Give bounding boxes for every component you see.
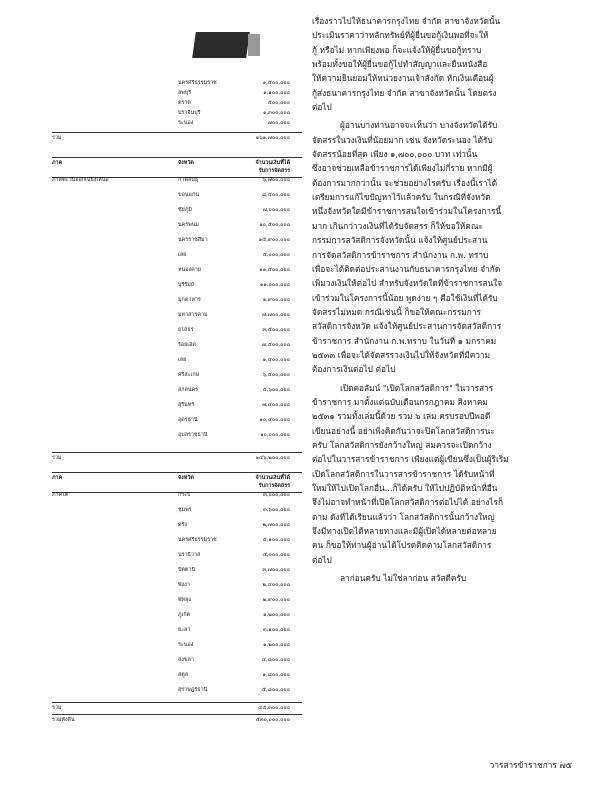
amount-header-cell: รับการจัดสรร — [258, 483, 290, 489]
province-cell: สกลนคร — [178, 387, 199, 393]
amount-cell: ๑,๑๐๐,๐๐๐ — [263, 90, 290, 96]
amount-cell: ๕๐๐,๐๐๐ — [267, 100, 290, 106]
region-cell: รวม — [52, 705, 62, 711]
text-line: ใหม่ให้ไปเปิดโลกอื่น...ก็ได้ครับ ให้ไปปฏิบัติหน้าที่อื่น — [312, 483, 498, 493]
table-rule — [52, 452, 302, 453]
amount-cell: ๖,๗๐๐,๐๐๐ — [262, 177, 290, 183]
table-row — [52, 90, 302, 98]
text-line: การจัดสวัสดิการข้าราชการ สำนักงาน ก.พ. ทราบ — [312, 249, 489, 260]
table-row — [52, 282, 302, 290]
text-line: ให้ความยินยอมให้หน่วยงานเจ้าสังกัด หักเงินเดือนผู้ — [312, 73, 494, 84]
text-line: กู้ หรือไม่ หากเพียงพอ ก็จะแจ้งให้ผู้ยื่นขอกู้ทราบ — [312, 44, 482, 55]
region-cell: รวม — [52, 455, 62, 461]
page-footer: วารสารข้าราชการ ๗๕ — [489, 760, 572, 770]
table-header-row-2 — [52, 168, 302, 176]
province-cell: ปัตตานี — [178, 567, 196, 573]
province-cell: ปราจีนบุรี — [178, 110, 201, 116]
amount-cell: ๗,๐๐๐,๐๐๐ — [262, 207, 290, 213]
amount-cell: ๑,๕๐๐,๐๐๐ — [262, 80, 290, 86]
heading-graphic-edge — [248, 34, 260, 56]
text-line: ๒๕๓๓ เพื่อจะได้จัดสรรวงเงินไปให้จังหวัดที่มีความ — [312, 349, 491, 360]
table-row — [52, 207, 302, 215]
amount-cell: ๒,๗๐๐,๐๐๐ — [262, 522, 290, 528]
province-cell: นครศรีธรรมราช — [178, 80, 217, 86]
table-rule — [52, 472, 302, 473]
table-row — [52, 657, 302, 665]
amount-cell: ๓,๑๐๐,๐๐๐ — [263, 627, 290, 633]
table-total-row — [52, 717, 302, 725]
table-row — [52, 327, 302, 335]
table-row — [52, 492, 302, 500]
text-line: ผู้อ่านบางท่านอาจจะเห็นว่า บางจังหวัดได้รับ — [340, 120, 498, 131]
table-row — [52, 120, 302, 128]
text-line: ลาก่อนครับ ไม่ใช่ลาก่อน สวัสดีครับ — [340, 573, 467, 584]
text-line: หนึ่งจังหวัดใดมีข้าราชการสนใจเข้าร่วมในโครงการนี้ — [312, 206, 502, 217]
article-body — [312, 14, 574, 585]
table-row — [52, 597, 302, 605]
text-line: เรื่องราวไปให้ธนาคารกรุงไทย จำกัด สาขาจังหวัดนั้น — [312, 16, 501, 26]
amount-cell: ๑,๒๐๐,๐๐๐ — [263, 642, 290, 648]
table-row — [52, 267, 302, 275]
text-line: จึงมีทางเปิดได้หลายทางและมีผู้เปิดได้หลายต่อหลาย — [312, 526, 497, 537]
text-line: ต้องการเงินต่อไป ต่อไป — [312, 364, 396, 375]
table-row — [52, 417, 302, 425]
province-cell: สุราษฎร์ธานี — [178, 687, 208, 693]
table-row — [52, 402, 302, 410]
amount-cell: ๑,๘๐๐,๐๐๐ — [262, 672, 290, 678]
table-rule — [52, 714, 302, 715]
table-total-row — [52, 455, 302, 463]
table-row — [52, 627, 302, 635]
text-line: เพิ่มวงเงินให้ต่อไป สำหรับจังหวัดใดที่ข้าราชการสนใจ — [312, 278, 503, 289]
amount-cell: ๑๑,๕๐๐,๐๐๐ — [259, 267, 290, 273]
table-row — [52, 672, 302, 680]
table-row — [52, 522, 302, 530]
table-row — [52, 567, 302, 575]
text-line: เปิดคอลัมน์ "เปิดโลกสวัสดิการ" ในวารสาร — [340, 382, 494, 393]
text-line: ซึ่งอาจช่วยเหลือข้าราชการได้เพียงไม่กี่ราย หากมีผู้ — [312, 163, 493, 174]
amount-cell: ๖,๕๐๐,๐๐๐ — [262, 372, 290, 378]
paragraph-2 — [312, 118, 574, 376]
province-cell: ตราด — [178, 100, 191, 106]
table-row — [52, 222, 302, 230]
province-cell: นครศรีธรรมราช — [178, 537, 217, 543]
paragraph-4 — [312, 571, 574, 585]
province-cell: ระนอง — [178, 642, 194, 648]
table-row — [52, 552, 302, 560]
text-line: ประเมินราคาว่าหลักทรัพย์ที่ผู้ยื่นขอกู้เงินพอที่จะให้ — [312, 30, 489, 41]
table-row — [52, 100, 302, 108]
amount-cell: ๓,๐๐๐,๐๐๐ — [263, 492, 290, 498]
text-line: ตาม ดังที่ได้เรียนแล้วว่า โลกสวัสดิการนั้นกว้างใหญ่ — [312, 511, 495, 522]
table-total-row — [52, 135, 302, 143]
table-row — [52, 312, 302, 320]
table-header-row — [52, 475, 302, 483]
province-cell: พัทลุง — [178, 597, 192, 603]
province-cell: ยโสธร — [178, 327, 194, 333]
text-line: พร้อมทั้งขอให้ผู้ยื่นขอกู้ไปทำสัญญาและยื่นหนังสือ — [312, 59, 488, 70]
text-line: ต่อไปในวารสารข้าราชการ เพียงแต่ผู้เขียนซึ่งเป็นผู้ริเริ่ม — [312, 454, 509, 465]
table-row — [52, 507, 302, 515]
amount-cell: ๔,๘๐๐,๐๐๐ — [261, 657, 290, 663]
table-row — [52, 237, 302, 245]
amount-cell: ๓,๗๐๐,๐๐๐ — [262, 567, 290, 573]
amount-cell: ๗,๗๐๐,๐๐๐ — [262, 312, 290, 318]
amount-cell: ๑,๒๐๐,๐๐๐ — [263, 612, 290, 618]
province-cell: จังหวัด — [178, 475, 194, 481]
amount-cell: ๒,๙๐๐,๐๐๐ — [262, 597, 290, 603]
text-line: เข้าร่วมในโครงการนี้น้อย พูดง่าย ๆ คือใช้เงินที่ได้รับ — [312, 292, 498, 303]
table-row — [52, 80, 302, 88]
amount-cell: ๗,๕๐๐,๐๐๐ — [261, 342, 290, 348]
table-rule — [52, 132, 302, 133]
text-line: จัดสรรไม่หมด กรณีเช่นนี้ ก็ขอให้คณะกรรมการ — [312, 306, 481, 317]
text-line: จัดสรรน้อยที่สุด เพียง ๑,๗๐๐,๐๐๐ บาท เท่านั้น — [312, 149, 478, 160]
amount-cell: ๑๑,๐๐๐,๐๐๐ — [259, 282, 290, 288]
table-row — [52, 612, 302, 620]
amount-cell: ๒,๔๐๐,๐๐๐ — [262, 582, 290, 588]
table-total-row — [52, 705, 302, 713]
province-cell: นครพนม — [178, 222, 199, 228]
province-cell: ศรีสะเกษ — [178, 372, 200, 378]
table-row — [52, 687, 302, 695]
province-cell: ภูเก็ต — [178, 612, 191, 618]
text-line: ต่อไป — [312, 554, 332, 565]
amount-cell: ๑,๙๐๐,๐๐๐ — [262, 297, 290, 303]
amount-cell: ๕,๐๐๐,๐๐๐ — [262, 252, 290, 258]
table-rule — [52, 702, 302, 703]
amount-cell: ๕,๖๐๐,๐๐๐ — [262, 387, 290, 393]
table-row — [52, 192, 302, 200]
amount-cell: ๑,๔๐๐,๐๐๐ — [262, 357, 290, 363]
text-line: เพื่อจะได้ติดต่อประสานงานกับธนาคารกรุงไทย จำกัด — [312, 263, 501, 274]
table-row — [52, 252, 302, 260]
text-line: ต้องการมากกว่านั้น จะช่วยอย่างไรครับ เรื่องนี้เราได้ — [312, 177, 498, 188]
region-cell: ภาค — [52, 475, 63, 481]
amount-cell: ๕๓๐,๐๐๐,๐๐๐ — [255, 717, 290, 723]
province-cell: อุบลราชธานี — [178, 432, 208, 438]
table-row — [52, 342, 302, 350]
province-cell: เลย — [178, 252, 187, 258]
province-cell: สุรินทร์ — [178, 402, 195, 408]
paragraph-1 — [312, 14, 574, 114]
amount-cell: ๑๕,๙๐๐,๐๐๐ — [258, 237, 290, 243]
province-cell: จังหวัด — [178, 160, 194, 166]
amount-cell: ๑๔๖,๒๐๐,๐๐๐ — [255, 455, 290, 461]
amount-cell: ๑๐,๐๐๐,๐๐๐ — [260, 432, 290, 438]
province-cell: เลย — [178, 357, 187, 363]
region-cell: ภาคใต้ — [52, 492, 69, 498]
text-line: ข้าราชการ มาตั้งแต่ฉบับเดือนกรกฎาคม สิงหาคม — [312, 396, 488, 407]
table-row — [52, 432, 302, 440]
amount-cell: ๔,๐๐๐,๐๐๐ — [262, 552, 290, 558]
province-cell: นราธิวาส — [178, 552, 201, 558]
amount-cell: ๗,๔๐๐,๐๐๐ — [261, 402, 290, 408]
table-header-row — [52, 160, 302, 168]
text-line: ๒๕๓๑ รวมทั้งเล่มนี้ด้วย รวม ๖ เล่ม ครบรอบปีพอดี — [312, 411, 491, 422]
text-line: เปิดโลกสวัสดิการในวารสารข้าราชการ ได้รับหน้าที่ — [312, 468, 495, 479]
province-cell: ลพบุรี — [178, 90, 192, 96]
text-line: เขียนอย่างนี้ อย่าเพิ่งคิดกันว่าจะปิดโลกสวัสดิการนะ — [312, 425, 495, 436]
province-cell: ระนอง — [178, 120, 194, 126]
province-cell: ชัยภูมิ — [178, 207, 192, 213]
province-cell: ยะลา — [178, 627, 191, 633]
table-row — [52, 387, 302, 395]
amount-cell: ๓,๖๐๐,๐๐๐ — [263, 507, 290, 513]
text-line: เตรียมการแก้ไขปัญหาไว้แล้วครับ ในกรณีที่จังหวัด — [312, 192, 491, 203]
amount-cell: ๔๕,๓๐๐,๐๐๐ — [258, 705, 290, 711]
text-line: สวัสดิการจังหวัด แจ้งให้ศูนย์ประสานการจัดสวัสดิการ — [312, 321, 502, 332]
table-row — [52, 537, 302, 545]
amount-cell: ๑๖๑,๗๐๐,๐๐๐ — [255, 135, 290, 141]
province-cell: บุรีรัมย์ — [178, 282, 194, 288]
region-cell: รวม — [52, 135, 62, 141]
text-line: กรรมการสวัสดิการจังหวัดนั้น แจ้งให้ศูนย์ประสาน — [312, 235, 488, 246]
amount-cell: จำนวนเงินที่ได้ — [255, 475, 290, 481]
amount-header-cell: รับการจัดสรร — [258, 168, 290, 174]
province-cell: สงขลา — [178, 657, 194, 663]
text-line: ครับ โลกสวัสดิการยังกว้างใหญ่ สมควรจะเปิดกว้าง — [312, 439, 492, 450]
province-cell: หนองคาย — [178, 267, 201, 273]
text-line: คน ก็ขอให้ท่านผู้อ่านได้โปรดติดตามโลกสวัสดิการ — [312, 540, 492, 551]
amount-cell: ๑,๓๐๐,๐๐๐ — [263, 110, 290, 116]
table-row — [52, 110, 302, 118]
province-cell: ร้อยเอ็ด — [178, 342, 196, 348]
table-header-row-2 — [52, 483, 302, 491]
table-row — [52, 357, 302, 365]
text-line: มาก เกินกว่าวงเงินที่ได้รับจัดสรร ก็ให้ขอให้คณะ — [312, 220, 483, 231]
province-cell: กระบี่ — [178, 492, 191, 498]
amount-cell: ๑๐,๔๐๐,๐๐๐ — [259, 417, 290, 423]
heading-graphic — [192, 32, 250, 58]
province-cell: กาฬสินธุ์ — [178, 177, 199, 183]
province-cell: มหาสารคาม — [178, 312, 208, 318]
text-line: กู้ส่งธนาคารกรุงไทย จำกัด สาขาจังหวัดนั้น โดยตรง — [312, 87, 497, 98]
paragraph-3 — [312, 381, 574, 567]
table-rule — [52, 157, 302, 158]
province-cell: ชุมพร — [178, 507, 192, 513]
amount-cell: ๘,๕๐๐,๐๐๐ — [261, 192, 290, 198]
amount-cell: ๑๐,๕๐๐,๐๐๐ — [259, 222, 290, 228]
amount-cell: ๕,๘๐๐,๐๐๐ — [261, 687, 290, 693]
region-cell: ภาค — [52, 160, 63, 166]
province-cell: ขอนแก่น — [178, 192, 200, 198]
text-line: ข้าราชการ สำนักงาน ก.พ.ทราบ ในวันที่ ๑ มกราคม — [312, 335, 497, 346]
province-cell: มุกดาหาร — [178, 297, 201, 303]
amount-cell: ๓,๕๐๐,๐๐๐ — [262, 327, 290, 333]
text-line: จึงไม่อาจทำหน้าที่เปิดโลกสวัสดิการต่อไปได้ อย่างไรก็ — [312, 497, 504, 508]
province-cell: สตูล — [178, 672, 189, 678]
province-cell: นครราชสีมา — [178, 237, 208, 243]
region-cell: รวมทั้งสิ้น — [52, 717, 75, 723]
text-line: จัดสรรในวงเงินที่น้อยมาก เช่น จังหวัดระนอง ได้รับ — [312, 134, 493, 145]
amount-cell: จำนวนเงินที่ได้ — [255, 160, 290, 166]
province-cell: อุดรธานี — [178, 417, 198, 423]
amount-cell: ๗๐๐,๐๐๐ — [267, 120, 290, 126]
table-row — [52, 297, 302, 305]
province-cell: ตรัง — [178, 522, 188, 528]
table-row — [52, 582, 302, 590]
amount-cell: ๕,๑๐๐,๐๐๐ — [262, 537, 290, 543]
table-row — [52, 642, 302, 650]
province-cell: พังงา — [178, 582, 190, 588]
table-row — [52, 177, 302, 185]
text-line: ต่อไป — [312, 102, 332, 113]
region-cell: ภาคตะวันออกเฉียงเหนือ — [52, 177, 109, 183]
table-row — [52, 372, 302, 380]
allocation-table — [52, 80, 302, 723]
